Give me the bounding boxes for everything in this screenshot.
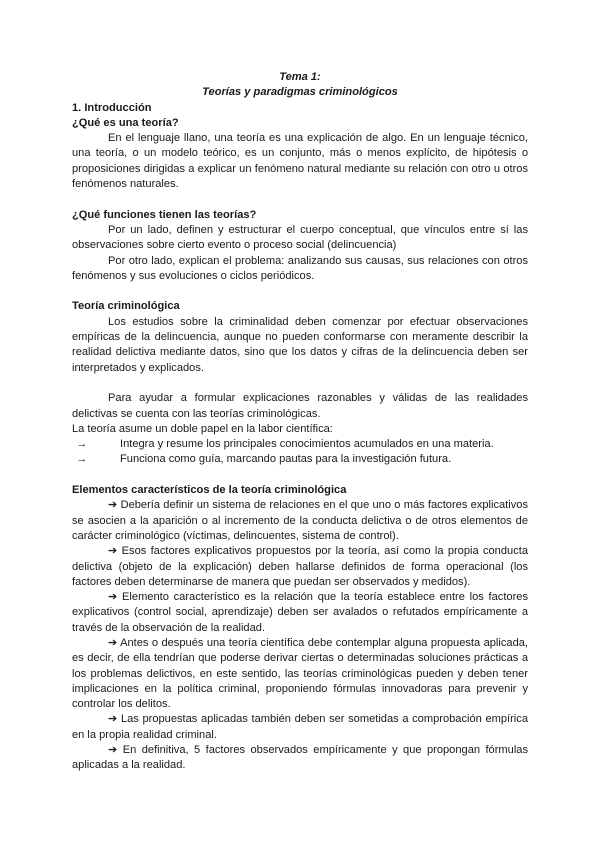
arrow-icon: ➔: [108, 591, 118, 604]
arrow-icon: ➔: [108, 545, 118, 558]
paragraph: Por otro lado, explican el problema: analizando sus causas, sus relaciones con otros fenómenos y sus evoluciones o ciclos periódicos.: [72, 254, 528, 282]
list-item: [72, 452, 528, 467]
paragraph: Los estudios sobre la criminalidad deben comenzar por efectuar observaciones empíricas de la delincuencia, aunque no pueden conformarse con meramente describir la realidad delictiva mediante datos, sino que los datos y cifras de la delincuencia deben ser interpretados y explicados.: [72, 315, 528, 374]
element-item: [72, 590, 528, 636]
element-item-text: Debería definir un sistema de relaciones en el que uno o más factores explicativos se asocien a la aparición o al incremento de la conducta delictiva o de otros elementos de carácter criminológico (víctimas, delincuentes, sistema de control).: [72, 499, 528, 542]
document-page: [72, 70, 528, 774]
section-heading-introduccion: 1. Introducción: [72, 101, 152, 114]
paragraph: La teoría asume un doble papel en la labor científica:: [72, 422, 333, 435]
arrow-icon: ➔: [108, 636, 118, 649]
question-heading-funciones: ¿Qué funciones tienen las teorías?: [72, 208, 257, 221]
document-subtitle: Teorías y paradigmas criminológicos: [202, 86, 398, 99]
document-title: Tema 1:: [279, 71, 321, 83]
element-item: [72, 498, 528, 544]
element-item-text: Elemento característico es la relación que la teoría establece entre los factores explicativos (control social, aprendizaje) deben ser avalados o refutados empíricamente a través de la observación de la realidad.: [72, 591, 528, 634]
list-item-text: Integra y resume los principales conocimientos acumulados en una materia.: [120, 438, 494, 451]
paragraph: En el lenguaje llano, una teoría es una explicación de algo. En un lenguaje técnico, una teoría, o un modelo teórico, es un conjunto, más o menos explícito, de hipótesis o proposiciones dirigidas a explicar un fenómeno natural mediante su relación con otro u otros fenómenos naturales.: [72, 132, 528, 191]
section-heading-elementos: Elementos característicos de la teoría criminológica: [72, 484, 347, 497]
arrow-icon: ➔: [108, 499, 118, 512]
element-item: [72, 743, 528, 774]
section-heading-teoria-criminologica: Teoría criminológica: [72, 300, 180, 313]
arrow-icon: ➔: [108, 744, 118, 757]
arrow-icon: →: [76, 453, 88, 466]
element-item: [72, 544, 528, 590]
question-heading-que-es: ¿Qué es una teoría?: [72, 116, 179, 129]
element-item-text: En definitiva, 5 factores observados empíricamente y que propongan fórmulas aplicadas a la realidad.: [72, 744, 528, 772]
paragraph: Para ayudar a formular explicaciones razonables y válidas de las realidades delictivas se cuenta con las teorías criminológicas.: [72, 392, 528, 420]
list-item: [72, 437, 528, 452]
element-item-text: Las propuestas aplicadas también deben ser sometidas a comprobación empírica en la propia realidad criminal.: [72, 713, 528, 741]
element-item: [72, 712, 528, 743]
element-item: [72, 636, 528, 712]
element-item-text: Antes o después una teoría científica debe contemplar alguna propuesta aplicada, es decir, de ella tendrían que poderse derivar ciertas o determinadas soluciones prácticas a los problemas delictivos, en este sentido, las teorías criminológicas pueden y deben tener implicaciones en la política criminal, proponiendo fórmulas innovadoras para prevenir y controlar los delitos.: [72, 636, 528, 711]
paragraph: Por un lado, definen y estructurar el cuerpo conceptual, que vínculos entre sí las observaciones sobre cierto evento o proceso social (delincuencia): [72, 223, 528, 252]
arrow-icon: →: [76, 438, 88, 451]
list-item-text: Funciona como guía, marcando pautas para la investigación futura.: [120, 453, 452, 466]
arrow-icon: ➔: [108, 713, 118, 726]
element-item-text: Esos factores explicativos propuestos por la teoría, así como la propia conducta delictiva (objeto de la explicación) deben hallarse definidos de forma operacional (los factores deben determinarse de manera que puedan ser observados y medidos).: [72, 545, 528, 588]
